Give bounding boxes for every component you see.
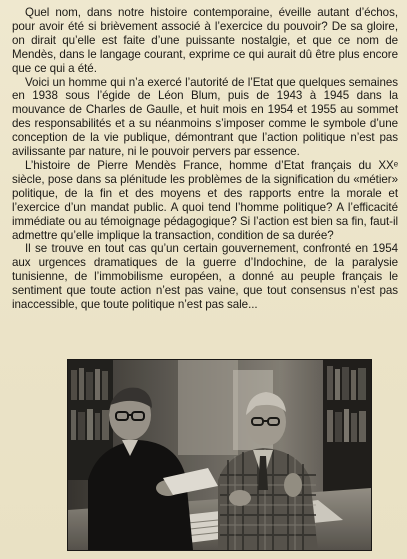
- black-and-white-photograph: [68, 360, 371, 550]
- paragraph-1: Quel nom, dans notre histoire contemporaine, éveille autant d’échos, pour avoir été si brièvement associé à l’exercice du pouvoir? De sa gloire, on dirait qu’elle est faite d’une puissante nostalgie, et que ce nom de Mendès, dans le langage courant, exprime ce qui aurait dû être plus encore que ce qui a été.: [12, 6, 398, 75]
- photo-illustration: [68, 360, 371, 550]
- body-text: [12, 6, 398, 312]
- paragraph-4: Il se trouve en tout cas qu’un certain gouvernement, confronté en 1954 aux urgences dramatiques de la guerre d’Indochine, de la paralysie tunisienne, de l’immobilisme européen, a donné au peuple français le sentiment que toute action n’est pas vaine, que tout consensus n’est pas inaccessible, que toute politique n’est pas sale...: [12, 242, 398, 312]
- paragraph-2: Voici un homme qui n’a exercé l’autorité de l’Etat que quelques semaines en 1938 sous l’égide de Léon Blum, puis de 1943 à 1945 dans la mouvance de Charles de Gaulle, et huit mois en 1954 et 1955 au sommet des responsabilités et a su néanmoins s’imposer comme le symbole d’une conception de la vie publique, démontrant que l’action politique n’est pas avilissante par nature, ni le pouvoir pervers par essence.: [12, 75, 398, 159]
- paragraph-3: L’histoire de Pierre Mendès France, homme d’Etat français du XXᵉ siècle, pose dans sa plénitude les problèmes de la signification du «métier» politique, de la fin et des moyens et des rapports entre la morale et l’exercice d’un mandat public. A quoi tend l’homme politique? A l’efficacité immédiate ou au témoignage pédagogique? Si l’action est bien sa fin, faut-il admettre qu’elle implique la transaction, condition de sa durée?: [12, 158, 398, 242]
